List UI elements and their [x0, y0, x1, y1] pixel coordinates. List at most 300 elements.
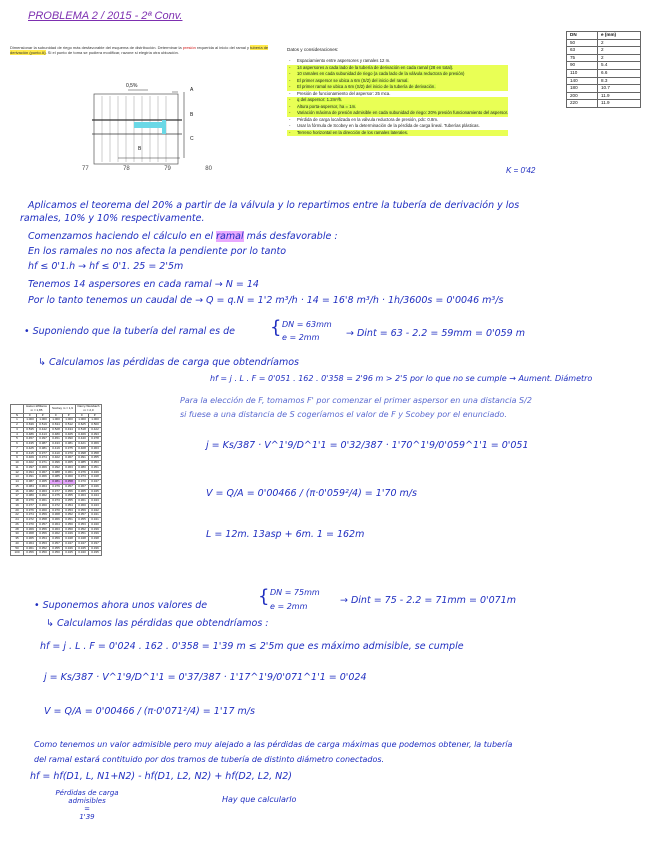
- statement-text-3: . Si el punto de toma se pudiera modificar, razone si elegiría otra ubicación.: [45, 50, 179, 55]
- table-cell: 0.392: [50, 465, 63, 470]
- table-cell: 15: [11, 484, 24, 489]
- table-cell: 0.393: [89, 432, 102, 437]
- bottom-label: 79: [164, 166, 171, 172]
- table-cell: 0.374: [24, 513, 37, 518]
- table-cell: 0.353: [37, 541, 50, 546]
- table-cell: 2: [11, 423, 24, 428]
- table-cell: 0.364: [37, 484, 50, 489]
- table-cell: 0.379: [50, 484, 63, 489]
- table-cell: 0.396: [50, 461, 63, 466]
- data-item-text: El primer aspersor se ubica a 6m (S/2) del inicio del ramal.: [297, 77, 409, 83]
- table-cell: 0.353: [89, 461, 102, 466]
- table-cell: 17: [11, 494, 24, 499]
- note-line-12: si fuese a una distancia de S cogeríamos el valor de F y Scobey por el enunciado.: [180, 410, 507, 419]
- statement-text-1: Dimensionar la subunidad de riego más desfavorable del esquema de distribución. Determinar la: [10, 45, 183, 50]
- table-cell: 0.381: [63, 442, 76, 447]
- table-cell: 75: [567, 54, 598, 62]
- statement-text-2: requerida al inicio del ramal y: [195, 45, 251, 50]
- data-item-text: Presión de funcionamiento del aspersor: 25 mca.: [297, 90, 391, 96]
- table-cell: 200: [567, 92, 598, 100]
- table-cell: 0.372: [50, 503, 63, 508]
- table-cell: 0.362: [50, 532, 63, 537]
- brace: {: [270, 317, 282, 338]
- table-cell: 0.528: [50, 427, 63, 432]
- note-line-15: hf = j . L . F = 0'024 . 162 . 0'358 = 1'39 m ≤ 2'5m que es máximo admisible, se cumple: [40, 641, 464, 652]
- note-line-3c: más desfavorable :: [243, 231, 338, 242]
- table-cell: 0.343: [89, 503, 102, 508]
- table-cell: 0.397: [24, 465, 37, 470]
- table-cell: 0.391: [76, 456, 89, 461]
- table-cell: 0.361: [24, 546, 37, 551]
- table-cell: 11: [11, 465, 24, 470]
- note-line-10: hf = j . L . F = 0'051 . 162 . 0'358 = 2'96 m > 2'5 por lo que no se cumple → Aument. Diámetro: [210, 374, 593, 383]
- table-cell: 0.363: [76, 494, 89, 499]
- underbrace-text: Pérdidas de carga admisibles: [55, 789, 119, 805]
- table-cell: 0.349: [63, 532, 76, 537]
- table-cell: 0.350: [50, 551, 63, 556]
- table-cell: 0.378: [89, 437, 102, 442]
- f-table: [10, 404, 102, 556]
- table-cell: 0.341: [89, 518, 102, 523]
- table-cell: 0.391: [24, 475, 37, 480]
- note-line-8a: • Suponiendo que la tubería del ramal es de: [24, 326, 235, 337]
- data-item-text: Espaciamiento entre aspersores y ramales 12 m.: [297, 58, 391, 63]
- note-line-7: Por lo tanto tenemos un caudal de → Q = q.N = 1'2 m³/h · 14 = 16'8 m³/h · 1h/3600s = 0'0046 m³/s: [28, 295, 504, 306]
- table-cell: 4: [11, 432, 24, 437]
- table-cell: 110: [567, 69, 598, 77]
- slope-label: 0,5%: [126, 83, 138, 89]
- table-cell: 0.350: [63, 522, 76, 527]
- table-cell: 8: [11, 451, 24, 456]
- table-cell: 20: [11, 508, 24, 513]
- table-cell: 0.366: [37, 475, 50, 480]
- table-cell: 0.433: [50, 442, 63, 447]
- table-cell: 0.364: [50, 522, 63, 527]
- note-ramal-highlight: ramal: [216, 231, 244, 242]
- table-cell: 0.357: [63, 484, 76, 489]
- table-cell: 0.535: [24, 427, 37, 432]
- table-cell: 0.350: [63, 527, 76, 532]
- table-cell: 0.469: [76, 432, 89, 437]
- note-line-16: Como tenemos un valor admisible pero muy alejado a las pérdidas de carga máximas que podemos obtener, la tubería: [34, 740, 513, 749]
- f-table-header: F: [24, 413, 37, 418]
- table-cell: 0.451: [50, 437, 63, 442]
- table-cell: 1.000: [63, 418, 76, 423]
- table-cell: 6.6: [598, 69, 641, 77]
- table-cell: 90: [567, 62, 598, 70]
- table-cell: 0.352: [37, 546, 50, 551]
- table-cell: 0.381: [50, 480, 63, 485]
- table-cell: 0.422: [89, 427, 102, 432]
- table-cell: 0.380: [24, 494, 37, 499]
- table-cell: 0.373: [50, 499, 63, 504]
- table-cell: 0.376: [76, 470, 89, 475]
- table-cell: 0.339: [89, 527, 102, 532]
- table-cell: 0.356: [37, 527, 50, 532]
- table-cell: 0.352: [63, 513, 76, 518]
- statement-highlight: tubería de derivación (punto A): [10, 45, 269, 55]
- table-cell: 0.457: [24, 437, 37, 442]
- table-cell: 0.360: [37, 503, 50, 508]
- underbrace-label-1: [52, 789, 122, 821]
- note-line-6: Tenemos 14 aspersores en cada ramal → N = 14: [28, 279, 259, 290]
- data-block: [287, 58, 508, 136]
- table-cell: 0.409: [24, 456, 37, 461]
- table-cell: 0.385: [76, 461, 89, 466]
- table-cell: 5: [11, 437, 24, 442]
- data-list: [287, 58, 508, 136]
- table-cell: 0.357: [76, 513, 89, 518]
- table-cell: 180: [567, 85, 598, 93]
- table-cell: 50: [11, 546, 24, 551]
- table-cell: 0.347: [89, 480, 102, 485]
- table-cell: 0.360: [76, 503, 89, 508]
- f-table-header: N: [11, 413, 24, 418]
- data-item-text: Usar la fórmula de Scobey en la determinación de la pérdida de carga lineal. Tuberías plásticas.: [297, 123, 480, 128]
- data-item-text: Altura porta-aspersor, ha = 1m.: [297, 103, 357, 109]
- table-cell: 0.375: [63, 446, 76, 451]
- table-cell: 18: [11, 499, 24, 504]
- brace: {: [258, 586, 270, 607]
- table-cell: 0.348: [76, 537, 89, 542]
- table-cell: 0.410: [50, 451, 63, 456]
- table-cell: 0.419: [50, 446, 63, 451]
- table-cell: 0.344: [89, 494, 102, 499]
- k-value: K = 0'42: [506, 166, 536, 175]
- table-cell: 0.345: [76, 546, 89, 551]
- table-cell: 0.358: [63, 480, 76, 485]
- f-table-top-header: Scobey m = 1,9: [50, 405, 76, 414]
- table-row: [567, 54, 641, 62]
- data-block-title: Datos y consideraciones:: [287, 47, 339, 52]
- table-cell: 0.360: [37, 508, 50, 513]
- table-cell: 0.361: [37, 499, 50, 504]
- table-row: [567, 85, 641, 93]
- table-cell: 0.415: [24, 451, 37, 456]
- table-cell: 1.000: [89, 418, 102, 423]
- f-table-header: F: [50, 413, 63, 418]
- table-cell: 0.345: [89, 489, 102, 494]
- table-cell: 0.402: [50, 456, 63, 461]
- table-cell: 0.442: [37, 427, 50, 432]
- note-line-14: ↳ Calculamos las pérdidas que obtendríamos :: [46, 618, 269, 629]
- note-line-8b: → Dint = 63 - 2.2 = 59mm = 0'059 m: [346, 328, 526, 339]
- table-cell: 26: [11, 522, 24, 527]
- table-cell: 24: [11, 518, 24, 523]
- table-cell: 0.346: [89, 484, 102, 489]
- statement-red: presión: [182, 45, 196, 50]
- table-cell: 0.360: [63, 475, 76, 480]
- table-row: [567, 100, 641, 108]
- formula-j2: j = Ks/387 · V^1'9/D^1'1 = 0'37/387 · 1'17^1'9/0'071^1'1 = 0'024: [44, 672, 367, 683]
- table-cell: 0.336: [89, 546, 102, 551]
- f-table-top-header: Darcy-Weisbach m = 2,0: [76, 405, 102, 414]
- table-cell: 0.369: [24, 527, 37, 532]
- table-cell: 0.634: [50, 423, 63, 428]
- table-cell: 0.342: [89, 508, 102, 513]
- f-table-header: F: [76, 413, 89, 418]
- bottom-label: 80: [205, 166, 212, 172]
- table-cell: 0.639: [24, 423, 37, 428]
- table-cell: 0.377: [37, 451, 50, 456]
- table-cell: 2: [598, 47, 641, 55]
- problem-statement: [10, 45, 278, 55]
- bottom-label: 78: [123, 166, 130, 172]
- f-table-header: F': [37, 413, 50, 418]
- f-table-header: F': [63, 413, 76, 418]
- table-cell: 0.367: [76, 484, 89, 489]
- table-cell: 0.421: [76, 442, 89, 447]
- page-title: PROBLEMA 2 / 2015 - 2ª Conv.: [28, 10, 183, 22]
- note-line-1: Aplicamos el teorema del 20% a partir de la válvula y lo repartimos entre la tubería de derivación y los: [28, 200, 520, 211]
- table-cell: 0.382: [24, 489, 37, 494]
- table-cell: 16: [11, 489, 24, 494]
- dn-table-wrap: [566, 31, 641, 108]
- table-cell: 5.4: [598, 62, 641, 70]
- data-item-text: q del aspersor: 1.2m³/h.: [297, 97, 343, 102]
- table-cell: 10.7: [598, 85, 641, 93]
- table-cell: 0.339: [89, 532, 102, 537]
- note-line-2: ramales, 10% y 10% respectivamente.: [20, 213, 205, 224]
- table-row: [567, 39, 641, 47]
- data-item-text: 14 aspersores a cada lado de la tubería de derivación en cada ramal (28 en total).: [297, 64, 454, 70]
- table-cell: 0.384: [24, 484, 37, 489]
- data-item: [287, 130, 508, 137]
- table-cell: 0.338: [89, 537, 102, 542]
- table-cell: 14: [11, 480, 24, 485]
- table-cell: 0.367: [63, 456, 76, 461]
- table-cell: 140: [567, 77, 598, 85]
- table-cell: 22: [11, 513, 24, 518]
- dn-header: DN: [567, 32, 598, 40]
- table-cell: 0.480: [50, 432, 63, 437]
- table-cell: 0.377: [24, 503, 37, 508]
- table-cell: 0.366: [50, 518, 63, 523]
- table-cell: 0.373: [76, 475, 89, 480]
- table-cell: 0.359: [37, 513, 50, 518]
- table-cell: 35: [11, 537, 24, 542]
- table-cell: 0.380: [76, 465, 89, 470]
- table-cell: 0.500: [89, 423, 102, 428]
- dn-table: [566, 31, 641, 108]
- table-cell: 13: [11, 475, 24, 480]
- table-cell: 10: [11, 461, 24, 466]
- table-row: [567, 69, 641, 77]
- note-line-13a: • Suponemos ahora unos valores de: [34, 600, 208, 611]
- table-cell: 0.347: [76, 541, 89, 546]
- table-cell: 0.335: [89, 551, 102, 556]
- table-cell: 0.340: [76, 551, 89, 556]
- table-cell: 0.519: [37, 423, 50, 428]
- table-cell: 0.358: [37, 518, 50, 523]
- table-cell: 0.350: [37, 551, 50, 556]
- table-cell: 0.349: [89, 470, 102, 475]
- data-item-text: Variación máxima de presión admisible en cada subunidad de riego: 20% presión funcionamiento del aspersor.: [297, 110, 509, 115]
- note-e-2: e = 2mm: [282, 333, 320, 342]
- note-line-3: [28, 231, 338, 242]
- note-line-13b: → Dint = 75 - 2.2 = 71mm = 0'071m: [340, 595, 516, 606]
- table-cell: 0.397: [37, 437, 50, 442]
- table-cell: 3: [11, 427, 24, 432]
- table-cell: 1.000: [37, 418, 50, 423]
- table-cell: 19: [11, 503, 24, 508]
- table-cell: 0.625: [76, 423, 89, 428]
- e-header: e (mm): [598, 32, 641, 40]
- table-cell: 0.356: [37, 532, 50, 537]
- table-cell: 0.363: [50, 527, 63, 532]
- table-row: [11, 551, 102, 556]
- table-cell: 9: [11, 456, 24, 461]
- diagram-bottom-labels: [82, 166, 212, 172]
- data-item-text: Terreno horizontal en la dirección de los ramales laterales.: [297, 129, 409, 135]
- table-cell: 0.348: [89, 475, 102, 480]
- table-cell: 0.372: [24, 518, 37, 523]
- table-cell: 7: [11, 446, 24, 451]
- table-cell: 0.402: [24, 461, 37, 466]
- note-line-4: En los ramales no nos afecta la pendiente por lo tanto: [28, 246, 287, 257]
- table-cell: 0.486: [24, 432, 37, 437]
- data-item-text: Pérdida de carga localizada en la válvula reductora de presión, pdc: 0.8m.: [297, 116, 439, 122]
- underbrace-value: 1'39: [79, 813, 95, 821]
- formula-j1: j = Ks/387 · V^1'9/D^1'1 = 0'32/387 · 1'70^1'9/0'059^1'1 = 0'051: [206, 440, 529, 451]
- table-cell: 2: [598, 54, 641, 62]
- table-cell: 0.368: [50, 513, 63, 518]
- table-cell: 0.358: [89, 451, 102, 456]
- table-cell: 0.354: [63, 503, 76, 508]
- table-cell: 0.370: [50, 508, 63, 513]
- table-cell: 1.000: [50, 418, 63, 423]
- table-cell: 0.353: [76, 522, 89, 527]
- table-cell: 0.377: [50, 489, 63, 494]
- table-cell: 0.347: [63, 541, 76, 546]
- diagram-arrow-label: B: [138, 146, 142, 152]
- note-line-9: ↳ Calculamos las pérdidas de carga que obtendríamos: [38, 357, 299, 368]
- table-cell: 0.434: [63, 427, 76, 432]
- note-e-2b: e = 2mm: [270, 602, 308, 611]
- table-row: [567, 92, 641, 100]
- formula-v2: V = Q/A = 0'00466 / (π·0'071²/4) = 1'17 m/s: [44, 706, 255, 717]
- diagram-label-a: A: [190, 87, 194, 93]
- table-cell: 0.368: [24, 532, 37, 537]
- table-cell: 0.352: [76, 527, 89, 532]
- note-line-11: Para la elección de F, tomamos F' por comenzar el primer aspersor en una distancia S/2: [180, 396, 532, 405]
- table-cell: 50: [567, 39, 598, 47]
- table-cell: 11.9: [598, 92, 641, 100]
- table-cell: 0.385: [50, 475, 63, 480]
- table-cell: 0.346: [63, 546, 76, 551]
- table-cell: 0.355: [63, 499, 76, 504]
- table-cell: 0.355: [76, 518, 89, 523]
- table-cell: 0.374: [37, 456, 50, 461]
- table-cell: 1: [11, 418, 24, 423]
- table-cell: 0.353: [63, 508, 76, 513]
- table-cell: 63: [567, 47, 598, 55]
- table-cell: 0.363: [89, 446, 102, 451]
- table-cell: 0.387: [37, 442, 50, 447]
- table-cell: 0.365: [76, 489, 89, 494]
- f-table-top-header: Hazen-Williams m = 1,85: [24, 405, 50, 414]
- f-table-wrap: [10, 404, 102, 556]
- note-line-3a: Comenzamos haciendo el cálculo en el: [28, 231, 217, 242]
- table-cell: 0.351: [89, 465, 102, 470]
- note-dn-75: DN = 75mm: [270, 588, 320, 597]
- table-cell: 0.362: [37, 494, 50, 499]
- table-cell: 0.365: [63, 461, 76, 466]
- table-cell: 0.357: [37, 522, 50, 527]
- table-cell: 0.390: [63, 437, 76, 442]
- table-cell: 0.351: [63, 518, 76, 523]
- table-cell: 0.361: [76, 499, 89, 504]
- table-cell: 0.369: [37, 465, 50, 470]
- note-line-17: del ramal estará contituido por dos tramos de tubería de distinto diámetro conectados.: [34, 755, 385, 764]
- table-cell: 0.364: [24, 541, 37, 546]
- table-cell: 0.355: [89, 456, 102, 461]
- table-row: [567, 77, 641, 85]
- table-cell: 0.343: [89, 499, 102, 504]
- table-cell: 0.356: [63, 489, 76, 494]
- table-cell: 0.355: [50, 546, 63, 551]
- table-cell: 0.337: [89, 541, 102, 546]
- table-cell: 0.359: [50, 537, 63, 542]
- table-cell: 0.512: [63, 423, 76, 428]
- table-cell: 0.394: [24, 470, 37, 475]
- table-cell: 0.440: [76, 437, 89, 442]
- table-cell: 0.425: [24, 446, 37, 451]
- diagram-label-c: C: [190, 136, 194, 142]
- table-cell: 1.000: [24, 418, 37, 423]
- table-cell: 0.398: [76, 451, 89, 456]
- note-line-18: hf = hf(D1, L, N1+N2) - hf(D1, L2, N2) + hf(D2, L2, N2): [30, 771, 293, 782]
- table-cell: 11.9: [598, 100, 641, 108]
- table-cell: 0.361: [63, 470, 76, 475]
- f-table-corner: [11, 405, 24, 414]
- table-cell: 0.354: [37, 537, 50, 542]
- table-cell: 1.000: [76, 418, 89, 423]
- table-cell: 0.375: [50, 494, 63, 499]
- table-cell: 30: [11, 532, 24, 537]
- table-cell: 0.367: [37, 470, 50, 475]
- table-cell: 0.369: [89, 442, 102, 447]
- table-cell: 0.355: [63, 494, 76, 499]
- table-cell: 0.408: [76, 446, 89, 451]
- table-cell: 100: [11, 551, 24, 556]
- table-cell: 8.3: [598, 77, 641, 85]
- table-cell: 0.371: [37, 461, 50, 466]
- table-row: [567, 47, 641, 55]
- table-cell: 0.351: [76, 532, 89, 537]
- table-cell: 0.370: [76, 480, 89, 485]
- table-cell: 0.435: [24, 442, 37, 447]
- f-table-header: F': [89, 413, 102, 418]
- table-cell: 0.376: [24, 508, 37, 513]
- table-cell: 0.363: [63, 465, 76, 470]
- table-cell: 0.379: [24, 499, 37, 504]
- table-cell: 12: [11, 470, 24, 475]
- table-cell: 6: [11, 442, 24, 447]
- table-cell: 0.341: [89, 513, 102, 518]
- table-cell: 28: [11, 527, 24, 532]
- note-dn-63: DN = 63mm: [282, 320, 332, 329]
- underbrace-eq: =: [84, 805, 90, 813]
- table-cell: 0.359: [76, 508, 89, 513]
- table-cell: 0.413: [37, 432, 50, 437]
- table-cell: 0.387: [24, 480, 37, 485]
- table-cell: 0.345: [63, 551, 76, 556]
- diagram-label-b: B: [190, 112, 194, 118]
- table-cell: 0.518: [76, 427, 89, 432]
- table-cell: 0.348: [63, 537, 76, 542]
- note-line-5: hf ≤ 0'1.h → hf ≤ 0'1. 25 = 2'5m: [28, 261, 184, 272]
